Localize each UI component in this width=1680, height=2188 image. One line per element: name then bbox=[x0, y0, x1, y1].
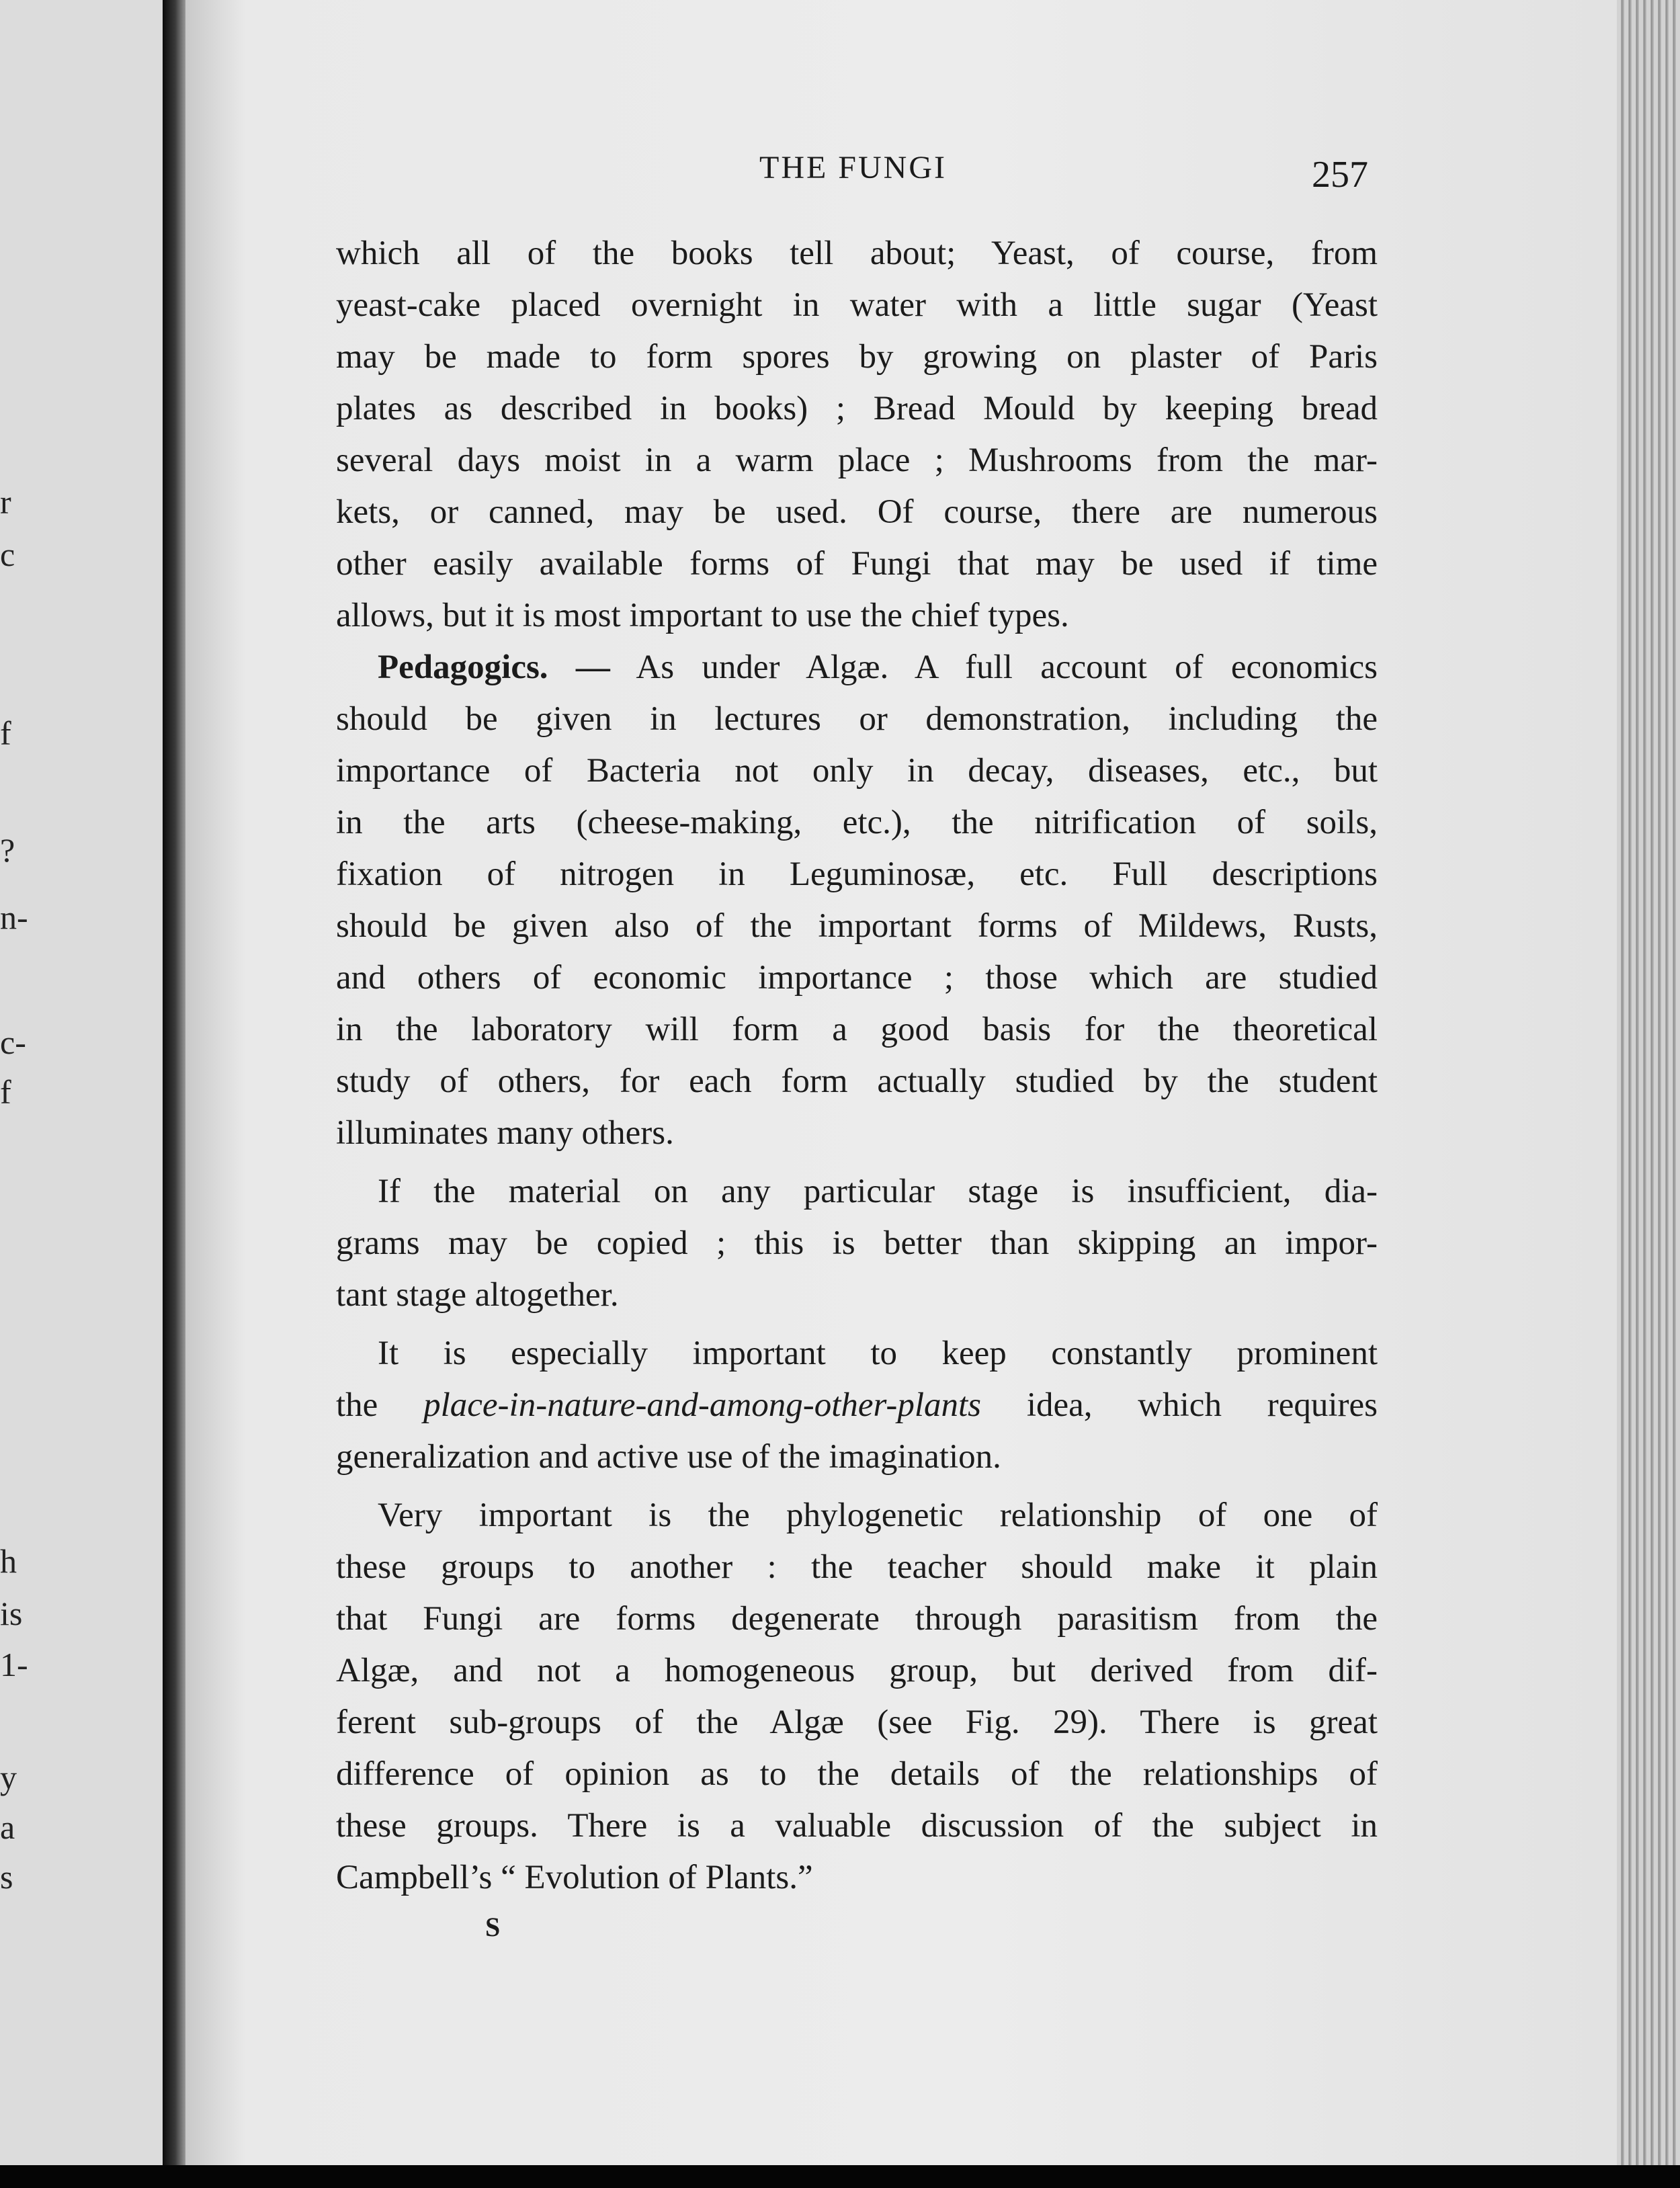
body-line: If the material on any particular stage is insufficient, dia- bbox=[378, 1173, 1378, 1210]
body-line: may be made to form spores by growing on plaster of Paris bbox=[336, 338, 1378, 376]
body-line: other easily available forms of Fungi that may be used if time bbox=[336, 545, 1378, 583]
body-line: illuminates many others. bbox=[336, 1114, 674, 1152]
signature-mark: S bbox=[485, 1912, 501, 1942]
previous-page-fragment: c- bbox=[0, 1023, 26, 1061]
scan-bottom-border bbox=[0, 2165, 1680, 2188]
previous-page-fragment: is bbox=[0, 1595, 23, 1632]
body-line: several days moist in a warm place ; Mushrooms from the mar- bbox=[336, 441, 1378, 479]
previous-page-edge bbox=[0, 0, 163, 2165]
body-line: and others of economic importance ; those which are studied bbox=[336, 959, 1378, 997]
body-line-text: As under Algæ. A full account of economics bbox=[636, 648, 1378, 686]
body-line: generalization and active use of the imagination. bbox=[336, 1438, 1001, 1476]
book-gutter bbox=[163, 0, 185, 2165]
body-line: these groups. There is a valuable discussion of the subject in bbox=[336, 1807, 1378, 1845]
body-line-mixed bbox=[336, 1388, 1378, 1423]
body-line: yeast-cake placed overnight in water with a little sugar (Yeast bbox=[336, 286, 1378, 324]
body-line-text: idea, which requires bbox=[981, 1386, 1378, 1424]
running-title: THE FUNGI bbox=[759, 150, 947, 185]
body-line: which all of the books tell about; Yeast, of course, from bbox=[336, 235, 1378, 272]
body-line: Very important is the phylogenetic relationship of one of bbox=[378, 1497, 1378, 1534]
page-edges bbox=[1617, 0, 1680, 2165]
previous-page-fragment: r bbox=[0, 483, 11, 521]
previous-page-fragment: s bbox=[0, 1858, 13, 1896]
body-line: in the laboratory will form a good basis for the theoretical bbox=[336, 1011, 1378, 1048]
body-line: ferent sub-groups of the Algæ (see Fig. 29). There is great bbox=[336, 1703, 1378, 1741]
body-line: difference of opinion as to the details of the relationships of bbox=[336, 1755, 1378, 1793]
body-line: tant stage altogether. bbox=[336, 1276, 619, 1314]
body-line-text: the bbox=[336, 1386, 424, 1424]
body-line: these groups to another : the teacher should make it plain bbox=[336, 1548, 1378, 1586]
body-line: Campbell’s “ Evolution of Plants.” bbox=[336, 1859, 813, 1896]
previous-page-fragment: h bbox=[0, 1542, 17, 1580]
previous-page-fragment: a bbox=[0, 1808, 15, 1846]
previous-page-fragment: f bbox=[0, 714, 11, 752]
body-line: should be given also of the important forms of Mildews, Rusts, bbox=[336, 907, 1378, 945]
page-number: 257 bbox=[1312, 154, 1368, 196]
body-line: allows, but it is most important to use the chief types. bbox=[336, 597, 1069, 634]
pedagogics-heading: Pedagogics. — bbox=[378, 648, 610, 686]
previous-page-fragment: c bbox=[0, 536, 15, 573]
body-line: Algæ, and not a homogeneous group, but derived from dif- bbox=[336, 1652, 1378, 1689]
body-line: should be given in lectures or demonstration, including the bbox=[336, 700, 1378, 738]
pedagogics-paragraph-line bbox=[336, 650, 1378, 685]
body-line: study of others, for each form actually studied by the student bbox=[336, 1062, 1378, 1100]
body-line: It is especially important to keep constantly prominent bbox=[378, 1335, 1378, 1372]
body-line: grams may be copied ; this is better than skipping an impor- bbox=[336, 1224, 1378, 1262]
previous-page-fragment: ? bbox=[0, 831, 15, 869]
body-line: plates as described in books) ; Bread Mould by keeping bread bbox=[336, 390, 1378, 427]
emphasized-phrase: place-in-nature-and-among-other-plants bbox=[423, 1386, 982, 1424]
previous-page-fragment: n- bbox=[0, 898, 28, 936]
body-line: fixation of nitrogen in Leguminosæ, etc. Full descriptions bbox=[336, 855, 1378, 893]
previous-page-fragment: 1- bbox=[0, 1646, 28, 1683]
previous-page-fragment: y bbox=[0, 1759, 17, 1796]
body-line: that Fungi are forms degenerate through parasitism from the bbox=[336, 1600, 1378, 1638]
body-line: kets, or canned, may be used. Of course, there are numerous bbox=[336, 493, 1378, 531]
body-line: in the arts (cheese-making, etc.), the nitrification of soils, bbox=[336, 804, 1378, 841]
previous-page-fragment: f bbox=[0, 1073, 11, 1111]
body-line: importance of Bacteria not only in decay, diseases, etc., but bbox=[336, 752, 1378, 790]
